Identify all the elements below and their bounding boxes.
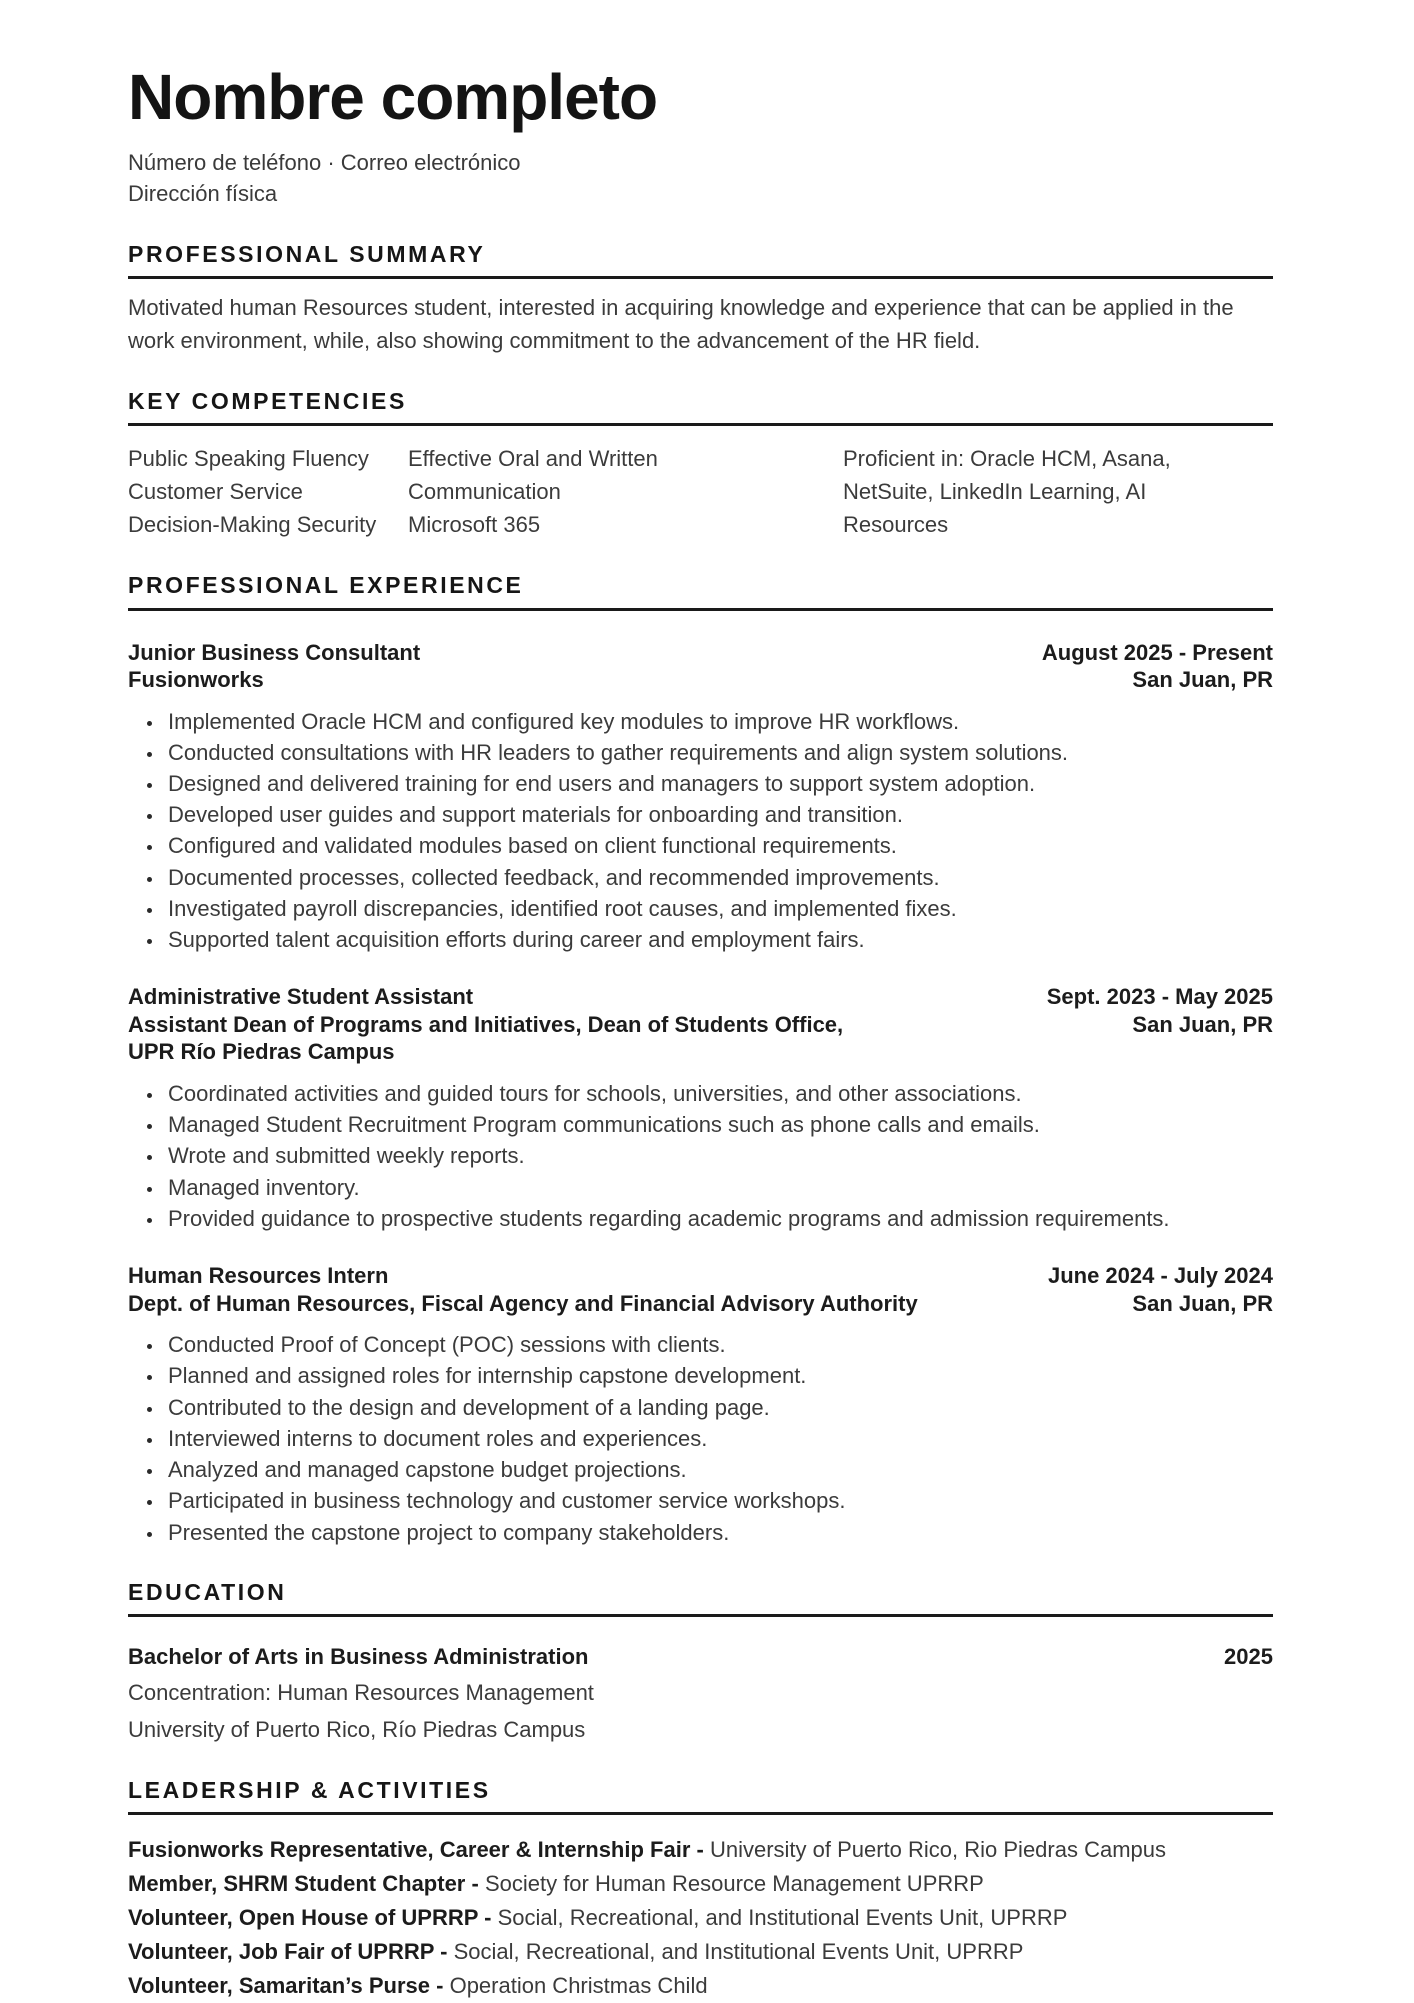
summary-text: Motivated human Resources student, interested in acquiring knowledge and experience that can be applied in the work environment, while, also showing commitment to the advancement of the HR field. xyxy=(128,294,1234,353)
job-header xyxy=(128,983,1273,1066)
job-dates: June 2024 - July 2024 xyxy=(1047,1263,1273,1289)
job-bullet: • Provided guidance to prospective students regarding academic programs and admission requirements. xyxy=(164,1203,1273,1234)
section-divider xyxy=(128,276,1273,279)
competency-column-1 xyxy=(128,442,408,541)
job-bullet-list xyxy=(128,1078,1273,1234)
job-bullet: • Investigated payroll discrepancies, identified root causes, and implemented fixes. xyxy=(164,893,1273,924)
education-year: 2025 xyxy=(1224,1644,1273,1670)
contact-phone-email: Número de teléfono · Correo electrónico xyxy=(128,150,521,176)
section-heading-experience: PROFESSIONAL EXPERIENCE xyxy=(128,572,524,599)
job-bullet: • Managed Student Recruitment Program communications such as phone calls and emails. xyxy=(164,1109,1273,1140)
competency-column-3 xyxy=(843,442,1273,541)
leadership-item-role: Member, SHRM Student Chapter - xyxy=(128,1871,479,1897)
job-entry xyxy=(128,639,1273,956)
job-date-location xyxy=(1042,639,1273,694)
leadership-item xyxy=(128,1901,1273,1935)
job-title-block xyxy=(128,983,843,1066)
competencies-grid xyxy=(128,442,1273,541)
job-title: Junior Business Consultant xyxy=(128,639,421,665)
job-bullet: • Contributed to the design and development of a landing page. xyxy=(164,1392,1273,1423)
leadership-item-role: Volunteer, Open House of UPRRP - xyxy=(128,1905,492,1931)
section-heading-leadership: LEADERSHIP & ACTIVITIES xyxy=(128,1776,491,1803)
page-title: Nombre completo xyxy=(128,61,658,133)
section-professional-experience xyxy=(128,573,1273,1547)
section-education xyxy=(128,1580,1273,1746)
job-bullet: • Documented processes, collected feedback, and recommended improvements. xyxy=(164,862,1273,893)
job-date-location xyxy=(1048,1262,1273,1317)
job-bullet: • Presented the capstone project to company stakeholders. xyxy=(164,1517,1273,1548)
section-divider xyxy=(128,608,1273,611)
leadership-item xyxy=(128,1833,1273,1867)
job-organization-line2: UPR Río Piedras Campus xyxy=(128,1039,395,1065)
job-entry xyxy=(128,983,1273,1234)
section-professional-summary xyxy=(128,242,1273,357)
job-bullet: • Configured and validated modules based on client functional requirements. xyxy=(164,830,1273,861)
job-bullet: • Conducted Proof of Concept (POC) sessions with clients. xyxy=(164,1329,1273,1360)
job-bullet: • Participated in business technology and customer service workshops. xyxy=(164,1485,1273,1516)
education-degree: Bachelor of Arts in Business Administration xyxy=(128,1644,589,1670)
competency-column-2 xyxy=(408,442,843,541)
leadership-item-detail: Operation Christmas Child xyxy=(449,1973,708,1999)
job-bullet-list xyxy=(128,706,1273,956)
job-location: San Juan, PR xyxy=(1132,1290,1273,1316)
job-bullet: • Conducted consultations with HR leaders to gather requirements and align system solutions. xyxy=(164,737,1273,768)
job-title: Administrative Student Assistant xyxy=(128,984,474,1010)
education-entry xyxy=(128,1643,1273,1746)
leadership-item-detail: University of Puerto Rico, Rio Piedras Campus xyxy=(709,1836,1167,1862)
leadership-item-role: Fusionworks Representative, Career & Internship Fair - xyxy=(128,1836,704,1862)
leadership-item xyxy=(128,1935,1273,1969)
job-title-block xyxy=(128,639,420,694)
job-bullet: • Coordinated activities and guided tours for schools, universities, and other associations. xyxy=(164,1078,1273,1109)
section-divider xyxy=(128,1812,1273,1815)
job-dates: August 2025 - Present xyxy=(1041,639,1273,665)
job-dates: Sept. 2023 - May 2025 xyxy=(1046,984,1273,1010)
competency-item: Effective Oral and Written Communication xyxy=(408,446,658,505)
competency-item: Customer Service xyxy=(128,479,303,505)
job-bullet: • Implemented Oracle HCM and configured key modules to improve HR workflows. xyxy=(164,706,1273,737)
job-bullet: • Analyzed and managed capstone budget projections. xyxy=(164,1454,1273,1485)
job-header xyxy=(128,639,1273,694)
education-header xyxy=(128,1643,1273,1672)
job-location: San Juan, PR xyxy=(1132,667,1273,693)
job-title-block xyxy=(128,1262,918,1317)
contact-address: Dirección física xyxy=(128,181,278,207)
job-location: San Juan, PR xyxy=(1132,1011,1273,1037)
job-bullet: • Designed and delivered training for end users and managers to support system adoption. xyxy=(164,768,1273,799)
job-bullet: • Managed inventory. xyxy=(164,1172,1273,1203)
section-leadership-activities xyxy=(128,1778,1273,2003)
leadership-item xyxy=(128,1867,1273,1901)
job-bullet: • Wrote and submitted weekly reports. xyxy=(164,1140,1273,1171)
leadership-item-detail: Social, Recreational, and Institutional Events Unit, UPRRP xyxy=(453,1939,1024,1965)
section-divider xyxy=(128,1614,1273,1617)
leadership-item-role: Volunteer, Job Fair of UPRRP - xyxy=(128,1939,448,1965)
leadership-list xyxy=(128,1833,1273,2003)
job-organization: Assistant Dean of Programs and Initiatives, Dean of Students Office, xyxy=(128,1011,844,1037)
education-university: University of Puerto Rico, Río Piedras Campus xyxy=(128,1716,586,1742)
section-heading-summary: PROFESSIONAL SUMMARY xyxy=(128,240,486,267)
job-bullet: • Supported talent acquisition efforts during career and employment fairs. xyxy=(164,924,1273,955)
competency-item: Proficient in: Oracle HCM, Asana, NetSuite, LinkedIn Learning, AI Resources xyxy=(843,446,1171,538)
job-bullet: • Planned and assigned roles for internship capstone development. xyxy=(164,1360,1273,1391)
leadership-item-role: Volunteer, Samaritan’s Purse - xyxy=(128,1973,444,1999)
job-header xyxy=(128,1262,1273,1317)
leadership-item-detail: Society for Human Resource Management UPRRP xyxy=(484,1871,984,1897)
job-date-location xyxy=(1047,983,1273,1066)
job-organization: Dept. of Human Resources, Fiscal Agency and Financial Advisory Authority xyxy=(128,1290,918,1316)
section-key-competencies xyxy=(128,389,1273,541)
section-divider xyxy=(128,423,1273,426)
leadership-item-detail: Social, Recreational, and Institutional Events Unit, UPRRP xyxy=(497,1905,1068,1931)
job-organization: Fusionworks xyxy=(128,667,264,693)
job-bullet: • Interviewed interns to document roles and experiences. xyxy=(164,1423,1273,1454)
job-bullet-list xyxy=(128,1329,1273,1548)
education-concentration: Concentration: Human Resources Management xyxy=(128,1679,594,1705)
job-bullet: • Developed user guides and support materials for onboarding and transition. xyxy=(164,799,1273,830)
section-heading-competencies: KEY COMPETENCIES xyxy=(128,387,407,414)
job-entry xyxy=(128,1262,1273,1548)
leadership-item xyxy=(128,1969,1273,2003)
competency-item: Public Speaking Fluency xyxy=(128,446,369,472)
competency-item: Decision-Making Security xyxy=(128,512,377,538)
job-title: Human Resources Intern xyxy=(128,1263,389,1289)
section-heading-education: EDUCATION xyxy=(128,1578,287,1605)
competency-item: Microsoft 365 xyxy=(408,512,541,538)
